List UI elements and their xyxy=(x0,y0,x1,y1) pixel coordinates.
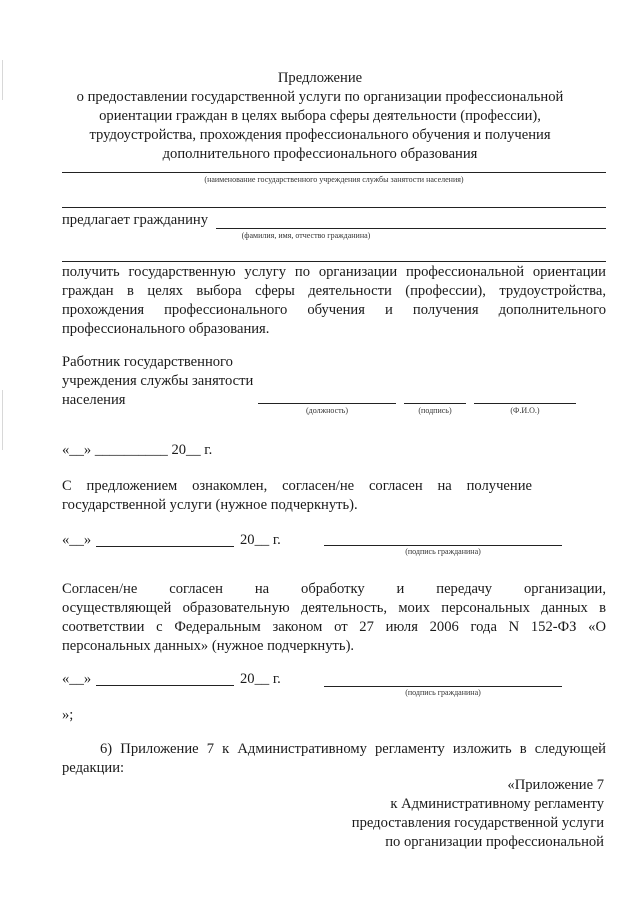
appendix-line: предоставления государственной услуги xyxy=(351,815,604,831)
citizen-caption: (фамилия, имя, отчество гражданина) xyxy=(241,231,371,240)
service-line: получить государственную услугу по организации профессиональной ориентации xyxy=(62,264,606,280)
amendment-line: редакции: xyxy=(62,760,125,776)
citizen-signature-line-2 xyxy=(324,545,562,546)
appendix-line: к Административному регламенту xyxy=(390,796,604,812)
blank-line xyxy=(62,261,606,262)
position-caption: (должность) xyxy=(306,406,348,415)
title-line: дополнительного профессионального образования xyxy=(162,146,478,162)
consent-line: государственной услуги (нужное подчеркнуть). xyxy=(62,497,358,513)
citizen-signature-line-3 xyxy=(324,686,562,687)
date-year-2: 20__ г. xyxy=(240,532,281,548)
date-blank-3 xyxy=(96,685,234,686)
closing-quote: »; xyxy=(62,707,74,723)
consent-line: Согласен/не согласен на обработку и передачу организации, xyxy=(62,581,606,597)
appendix-line: «Приложение 7 xyxy=(507,777,604,793)
agency-caption: (наименование государственного учреждения службы занятости населения) xyxy=(204,175,464,184)
scan-edge-mark xyxy=(2,60,3,100)
service-line-last: профессионального образования. xyxy=(62,321,270,337)
date-year-3: 20__ г. xyxy=(240,671,281,687)
fio-line xyxy=(474,403,576,404)
service-line: прохождения профессионального обучения и получения дополнительного xyxy=(62,302,606,318)
agency-name-line xyxy=(62,172,606,173)
fio-caption: (Ф.И.О.) xyxy=(510,406,540,415)
citizen-signature-caption-2: (подпись гражданина) xyxy=(405,547,481,556)
consent-paragraph-2 xyxy=(62,580,606,656)
worker-line: Работник государственного xyxy=(62,354,233,370)
document-title xyxy=(40,69,600,164)
title-line: Предложение xyxy=(277,70,363,86)
worker-signature-line xyxy=(404,403,466,404)
amendment-line: 6) Приложение 7 к Административному регламенту изложить в следующей xyxy=(100,741,606,757)
citizen-name-line xyxy=(216,228,606,229)
service-line: граждан в целях выбора сферы деятельности (профессии), трудоустройства, xyxy=(62,283,606,299)
consent-line: соответствии с Федеральным законом от 27 июля 2006 года N 152-ФЗ «О xyxy=(62,619,606,635)
date-prefix-2: «__» xyxy=(62,532,92,548)
date-prefix-3: «__» xyxy=(62,671,92,687)
consent-line-last: персональных данных» (нужное подчеркнуть). xyxy=(62,638,355,654)
scan-edge-mark xyxy=(2,390,3,450)
blank-line xyxy=(62,207,606,208)
title-line: о предоставлении государственной услуги по организации профессиональной xyxy=(76,89,564,105)
title-line: трудоустройства, прохождения профессионального обучения и получения xyxy=(89,127,551,143)
citizen-signature-caption-3: (подпись гражданина) xyxy=(405,688,481,697)
service-paragraph xyxy=(62,263,606,339)
date-line-1: «__» __________ 20__ г. xyxy=(62,442,213,458)
worker-label xyxy=(62,353,253,410)
offers-label: предлагает гражданину xyxy=(62,212,209,228)
title-line: ориентации граждан в целях выбора сферы деятельности (профессии), xyxy=(99,108,541,124)
consent-line: С предложением ознакомлен, согласен/не согласен на получение xyxy=(62,478,532,494)
appendix-line: по организации профессиональной xyxy=(385,834,604,850)
amendment-paragraph xyxy=(62,740,606,778)
consent-line: осуществляющей образовательную деятельность, моих персональных данных в xyxy=(62,600,606,616)
appendix-header xyxy=(300,776,604,852)
worker-line: учреждения службы занятости xyxy=(62,373,254,389)
worker-line: населения xyxy=(62,392,126,408)
date-blank-2 xyxy=(96,546,234,547)
position-line xyxy=(258,403,396,404)
signature-caption: (подпись) xyxy=(418,406,452,415)
consent-paragraph-1 xyxy=(62,477,532,515)
